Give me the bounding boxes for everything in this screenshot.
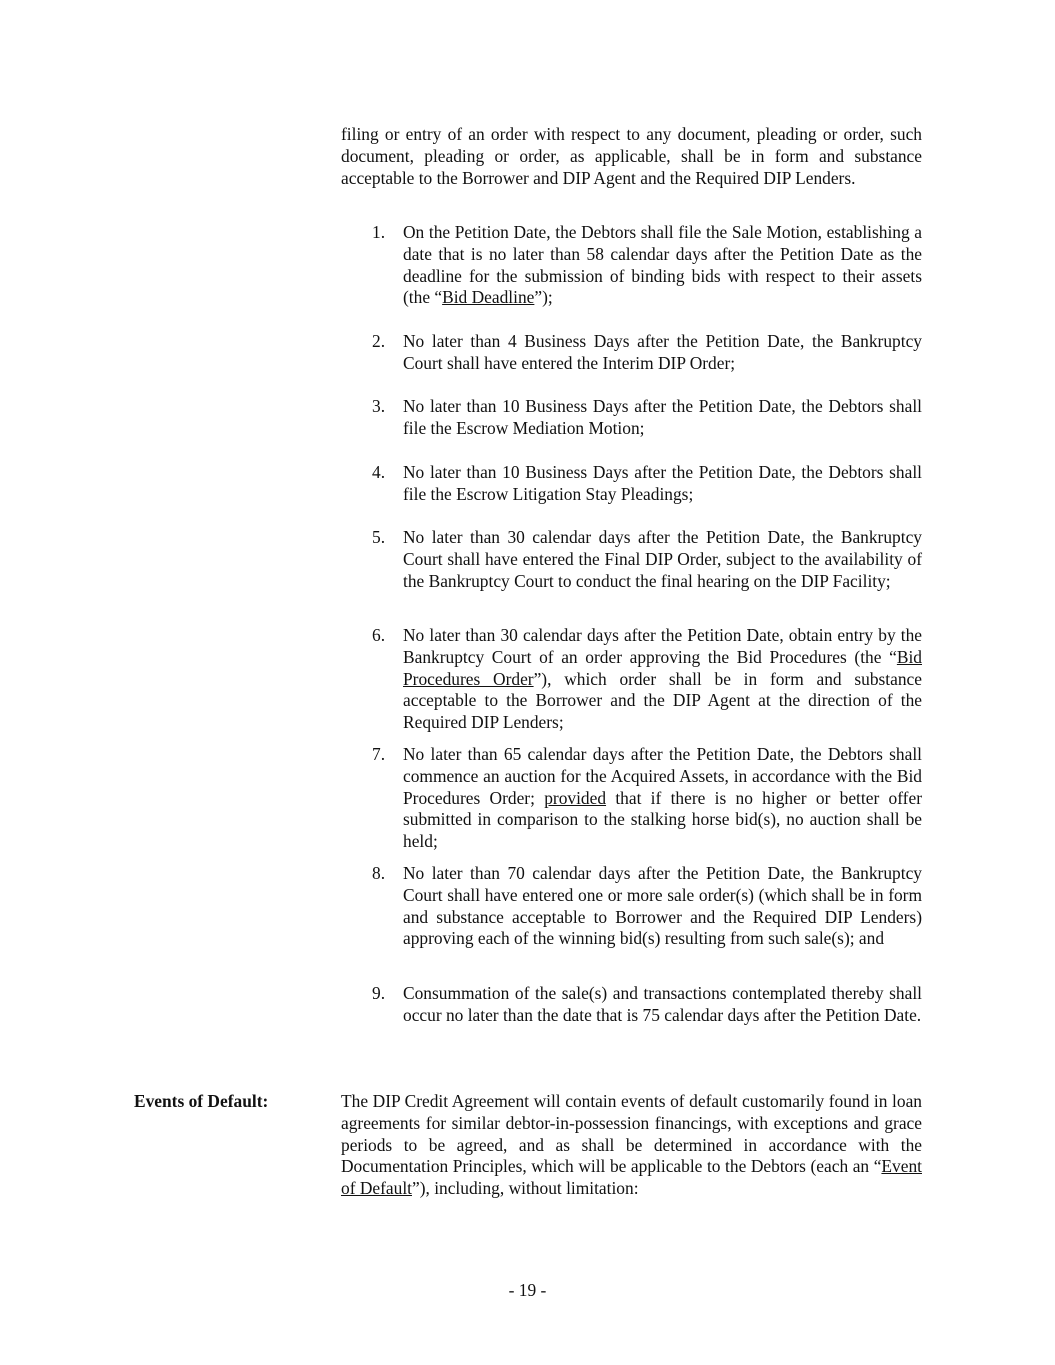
event-of-default-term: Event of Default: [341, 1156, 922, 1199]
list-item-text: [403, 983, 922, 1027]
list-item-text: [403, 222, 922, 309]
list-item-text: [403, 396, 922, 440]
list-item: [372, 462, 922, 506]
list-item: [372, 396, 922, 440]
list-item-number: 7.: [372, 744, 386, 764]
list-item-number: 5.: [372, 527, 386, 547]
list-item-text: [403, 462, 922, 506]
list-item-text: [403, 331, 922, 375]
page-number: - 19 -: [508, 1280, 547, 1300]
text-post: ”), which order shall be in form and substance acceptable to the Borrower and the DIP Agent at the direction of the Required DIP Lenders;: [403, 668, 922, 733]
list-item-number: 2.: [372, 331, 386, 351]
list-item: [372, 744, 922, 853]
list-item-text: [403, 625, 922, 734]
list-item-text: [403, 863, 922, 950]
defined-term: provided: [544, 787, 607, 808]
defined-term: Bid Deadline: [442, 287, 535, 308]
list-item: [372, 863, 922, 950]
events-text-post: ”), including, without limitation:: [411, 1178, 639, 1199]
list-item-number: 9.: [372, 983, 386, 1003]
list-item: [372, 331, 922, 375]
text-pre: No later than 70 calendar days after the Petition Date, the Bankruptcy Court shall have entered one or more sale order(s) (which shall be in form and substance acceptable to Borrower and the Required DIP Lenders) approving each of the winning bid(s) resulting from such sale(s); and: [403, 863, 922, 949]
list-item-text: [403, 744, 922, 853]
text-pre: No later than 65 calendar days after the Petition Date, the Debtors shall commence an auction for the Acquired Assets, in accordance with the Bid Procedures Order;: [403, 744, 922, 808]
text-pre: No later than 4 Business Days after the Petition Date, the Bankruptcy Court shall have entered the Interim DIP Order;: [403, 331, 922, 373]
list-item: [372, 222, 922, 309]
list-item-number: 3.: [372, 396, 386, 416]
events-of-default-paragraph: [341, 1091, 922, 1200]
text-pre: Consummation of the sale(s) and transactions contemplated thereby shall occur no later than the date that is 75 calendar days after the Petition Date.: [403, 983, 922, 1025]
defined-term: Bid Procedures Order: [403, 646, 922, 689]
list-item-text: [403, 527, 922, 592]
list-item: [372, 983, 922, 1027]
events-text-pre: The DIP Credit Agreement will contain events of default customarily found in loan agreements for similar debtor-in-possession financings, with exceptions and grace periods to be agreed, and as shall be determined in accordance with the Documentation Principles, which will be applicable to the Debtors (each an “: [341, 1091, 922, 1177]
text-post: ”);: [534, 287, 553, 308]
list-item-number: 6.: [372, 625, 386, 645]
text-pre: No later than 30 calendar days after the Petition Date, obtain entry by the Bankruptcy Court of an order approving the Bid Procedures (the “: [403, 625, 922, 667]
text-pre: No later than 10 Business Days after the Petition Date, the Debtors shall file the Escrow Mediation Motion;: [403, 396, 922, 438]
text-pre: No later than 30 calendar days after the Petition Date, the Bankruptcy Court shall have entered the Final DIP Order, subject to the availability of the Bankruptcy Court to conduct the final hearing on the DIP Facility;: [403, 527, 922, 591]
list-item-number: 4.: [372, 462, 386, 482]
intro-paragraph: filing or entry of an order with respect to any document, pleading or order, such document, pleading or order, as applicable, shall be in form and substance acceptable to the Borrower and DIP Agent and the Required DIP Lenders.: [341, 124, 922, 188]
text-post: that if there is no higher or better offer submitted in comparison to the stalking horse bid(s), no auction shall be held;: [403, 787, 922, 852]
section-label-events-of-default: Events of Default:: [134, 1091, 269, 1111]
list-item: [372, 625, 922, 734]
text-pre: On the Petition Date, the Debtors shall file the Sale Motion, establishing a date that is no later than 58 calendar days after the Petition Date as the deadline for the submission of binding bids with respect to their assets (the “: [403, 222, 922, 308]
list-item-number: 8.: [372, 863, 386, 883]
list-item: [372, 527, 922, 592]
list-item-number: 1.: [372, 222, 386, 242]
text-pre: No later than 10 Business Days after the Petition Date, the Debtors shall file the Escrow Litigation Stay Pleadings;: [403, 462, 922, 504]
